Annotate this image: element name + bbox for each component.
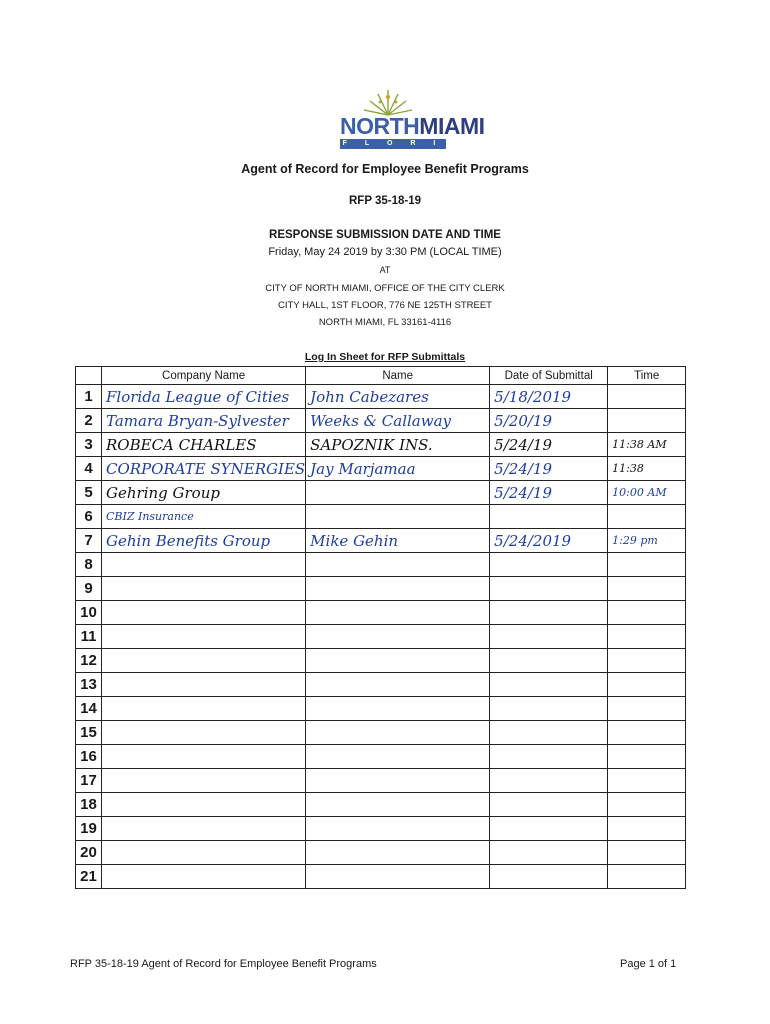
cell-name: Weeks & Callaway — [306, 409, 490, 433]
submittal-log-table — [75, 366, 686, 889]
city-address-text: NORTH MIAMI, FL 33161-4116 — [318, 317, 452, 328]
cell-company: CORPORATE SYNERGIES — [102, 457, 306, 481]
table-row — [76, 481, 686, 505]
row-number: 16 — [76, 745, 102, 769]
cell-company — [102, 817, 306, 841]
table-row — [76, 745, 686, 769]
cell-date — [490, 673, 608, 697]
table-row — [76, 673, 686, 697]
cell-date — [490, 721, 608, 745]
cell-time — [608, 769, 686, 793]
cell-company — [102, 769, 306, 793]
at-text: AT — [379, 265, 391, 275]
cell-time: 1:29 pm — [608, 529, 686, 553]
row-number: 1 — [76, 385, 102, 409]
document-title: Agent of Record for Employee Benefit Programs — [241, 162, 529, 176]
cell-company: Gehin Benefits Group — [102, 529, 306, 553]
cell-date — [490, 745, 608, 769]
row-number: 2 — [76, 409, 102, 433]
cell-date: 5/20/19 — [490, 409, 608, 433]
table-row — [76, 721, 686, 745]
table-row — [76, 553, 686, 577]
row-number: 9 — [76, 577, 102, 601]
cell-company — [102, 745, 306, 769]
table-row — [76, 649, 686, 673]
cell-name — [306, 769, 490, 793]
cell-time — [608, 553, 686, 577]
cell-date: 5/18/2019 — [490, 385, 608, 409]
cell-time — [608, 817, 686, 841]
cell-name — [306, 817, 490, 841]
row-number: 13 — [76, 673, 102, 697]
cell-name — [306, 649, 490, 673]
row-number: 8 — [76, 553, 102, 577]
row-number: 5 — [76, 481, 102, 505]
cell-date: 5/24/19 — [490, 433, 608, 457]
row-number: 21 — [76, 865, 102, 889]
logo-word-north: NORTH — [340, 113, 420, 139]
cell-name — [306, 505, 490, 529]
cell-time — [608, 673, 686, 697]
cell-company — [102, 721, 306, 745]
cell-name — [306, 553, 490, 577]
column-header-number — [76, 367, 102, 385]
row-number: 11 — [76, 625, 102, 649]
cell-name — [306, 793, 490, 817]
table-row — [76, 529, 686, 553]
cell-time — [608, 409, 686, 433]
row-number: 7 — [76, 529, 102, 553]
row-number: 12 — [76, 649, 102, 673]
cell-company — [102, 697, 306, 721]
hall-address-text: CITY HALL, 1ST FLOOR, 776 NE 125TH STREET — [277, 300, 492, 311]
column-header-company: Company Name — [102, 367, 306, 385]
cell-date — [490, 577, 608, 601]
row-number: 15 — [76, 721, 102, 745]
cell-name — [306, 481, 490, 505]
logo-wordmark — [340, 114, 485, 138]
cell-name: SAPOZNIK INS. — [306, 433, 490, 457]
cell-name — [306, 841, 490, 865]
cell-company — [102, 601, 306, 625]
table-row — [76, 601, 686, 625]
table-row — [76, 433, 686, 457]
table-row — [76, 385, 686, 409]
cell-name — [306, 721, 490, 745]
cell-date — [490, 697, 608, 721]
cell-name — [306, 865, 490, 889]
table-row — [76, 793, 686, 817]
cell-date — [490, 865, 608, 889]
cell-date — [490, 769, 608, 793]
table-row — [76, 577, 686, 601]
row-number: 4 — [76, 457, 102, 481]
cell-company: Tamara Bryan-Sylvester — [102, 409, 306, 433]
cell-company: Florida League of Cities — [102, 385, 306, 409]
cell-time — [608, 841, 686, 865]
footer-document-label: RFP 35-18-19 Agent of Record for Employee Benefit Programs — [70, 958, 377, 970]
cell-name: John Cabezares — [306, 385, 490, 409]
cell-name — [306, 625, 490, 649]
cell-company — [102, 793, 306, 817]
cell-time: 11:38 AM — [608, 433, 686, 457]
cell-date: 5/24/19 — [490, 481, 608, 505]
city-logo — [320, 88, 485, 157]
cell-name — [306, 577, 490, 601]
logo-subtitle: F L O R I D A — [340, 139, 446, 149]
row-number: 17 — [76, 769, 102, 793]
cell-time — [608, 577, 686, 601]
cell-name — [306, 673, 490, 697]
row-number: 6 — [76, 505, 102, 529]
table-row — [76, 625, 686, 649]
cell-company — [102, 577, 306, 601]
table-row — [76, 865, 686, 889]
table-row — [76, 697, 686, 721]
sheet-title: Log In Sheet for RFP Submittals — [304, 351, 466, 363]
table-row — [76, 457, 686, 481]
cell-date — [490, 649, 608, 673]
cell-company — [102, 865, 306, 889]
cell-date: 5/24/2019 — [490, 529, 608, 553]
cell-company — [102, 841, 306, 865]
row-number: 18 — [76, 793, 102, 817]
cell-date — [490, 601, 608, 625]
cell-time — [608, 865, 686, 889]
column-header-name: Name — [306, 367, 490, 385]
cell-name — [306, 697, 490, 721]
column-header-date: Date of Submittal — [490, 367, 608, 385]
cell-name — [306, 745, 490, 769]
row-number: 19 — [76, 817, 102, 841]
footer-page-number: Page 1 of 1 — [620, 958, 677, 970]
cell-name: Mike Gehin — [306, 529, 490, 553]
table-header-row — [76, 367, 686, 385]
cell-date — [490, 505, 608, 529]
rfp-number: RFP 35-18-19 — [348, 195, 422, 207]
cell-company — [102, 673, 306, 697]
deadline-text: Friday, May 24 2019 by 3:30 PM (LOCAL TIME) — [268, 246, 502, 258]
cell-time — [608, 697, 686, 721]
cell-date — [490, 553, 608, 577]
column-header-time: Time — [608, 367, 686, 385]
cell-time — [608, 505, 686, 529]
cell-time — [608, 601, 686, 625]
table-row — [76, 817, 686, 841]
cell-time: 11:38 — [608, 457, 686, 481]
row-number: 10 — [76, 601, 102, 625]
row-number: 3 — [76, 433, 102, 457]
cell-company — [102, 553, 306, 577]
cell-date — [490, 817, 608, 841]
cell-company — [102, 649, 306, 673]
table-row — [76, 841, 686, 865]
cell-time: 10:00 AM — [608, 481, 686, 505]
section-heading: RESPONSE SUBMISSION DATE AND TIME — [269, 229, 501, 241]
cell-time — [608, 385, 686, 409]
cell-name: Jay Marjamaa — [306, 457, 490, 481]
table-row — [76, 505, 686, 529]
cell-date — [490, 841, 608, 865]
table-row — [76, 769, 686, 793]
cell-date — [490, 793, 608, 817]
row-number: 14 — [76, 697, 102, 721]
row-number: 20 — [76, 841, 102, 865]
cell-time — [608, 625, 686, 649]
cell-company: CBIZ Insurance — [102, 505, 306, 529]
logo-word-miami: MIAMI — [419, 113, 485, 139]
sun-rays-icon — [358, 88, 418, 116]
cell-time — [608, 745, 686, 769]
cell-time — [608, 649, 686, 673]
cell-date: 5/24/19 — [490, 457, 608, 481]
cell-date — [490, 625, 608, 649]
table-body — [76, 385, 686, 889]
cell-company: Gehring Group — [102, 481, 306, 505]
cell-time — [608, 793, 686, 817]
table-row — [76, 409, 686, 433]
cell-company — [102, 625, 306, 649]
cell-time — [608, 721, 686, 745]
cell-company: ROBECA CHARLES — [102, 433, 306, 457]
office-text: CITY OF NORTH MIAMI, OFFICE OF THE CITY CLERK — [265, 283, 505, 294]
cell-name — [306, 601, 490, 625]
